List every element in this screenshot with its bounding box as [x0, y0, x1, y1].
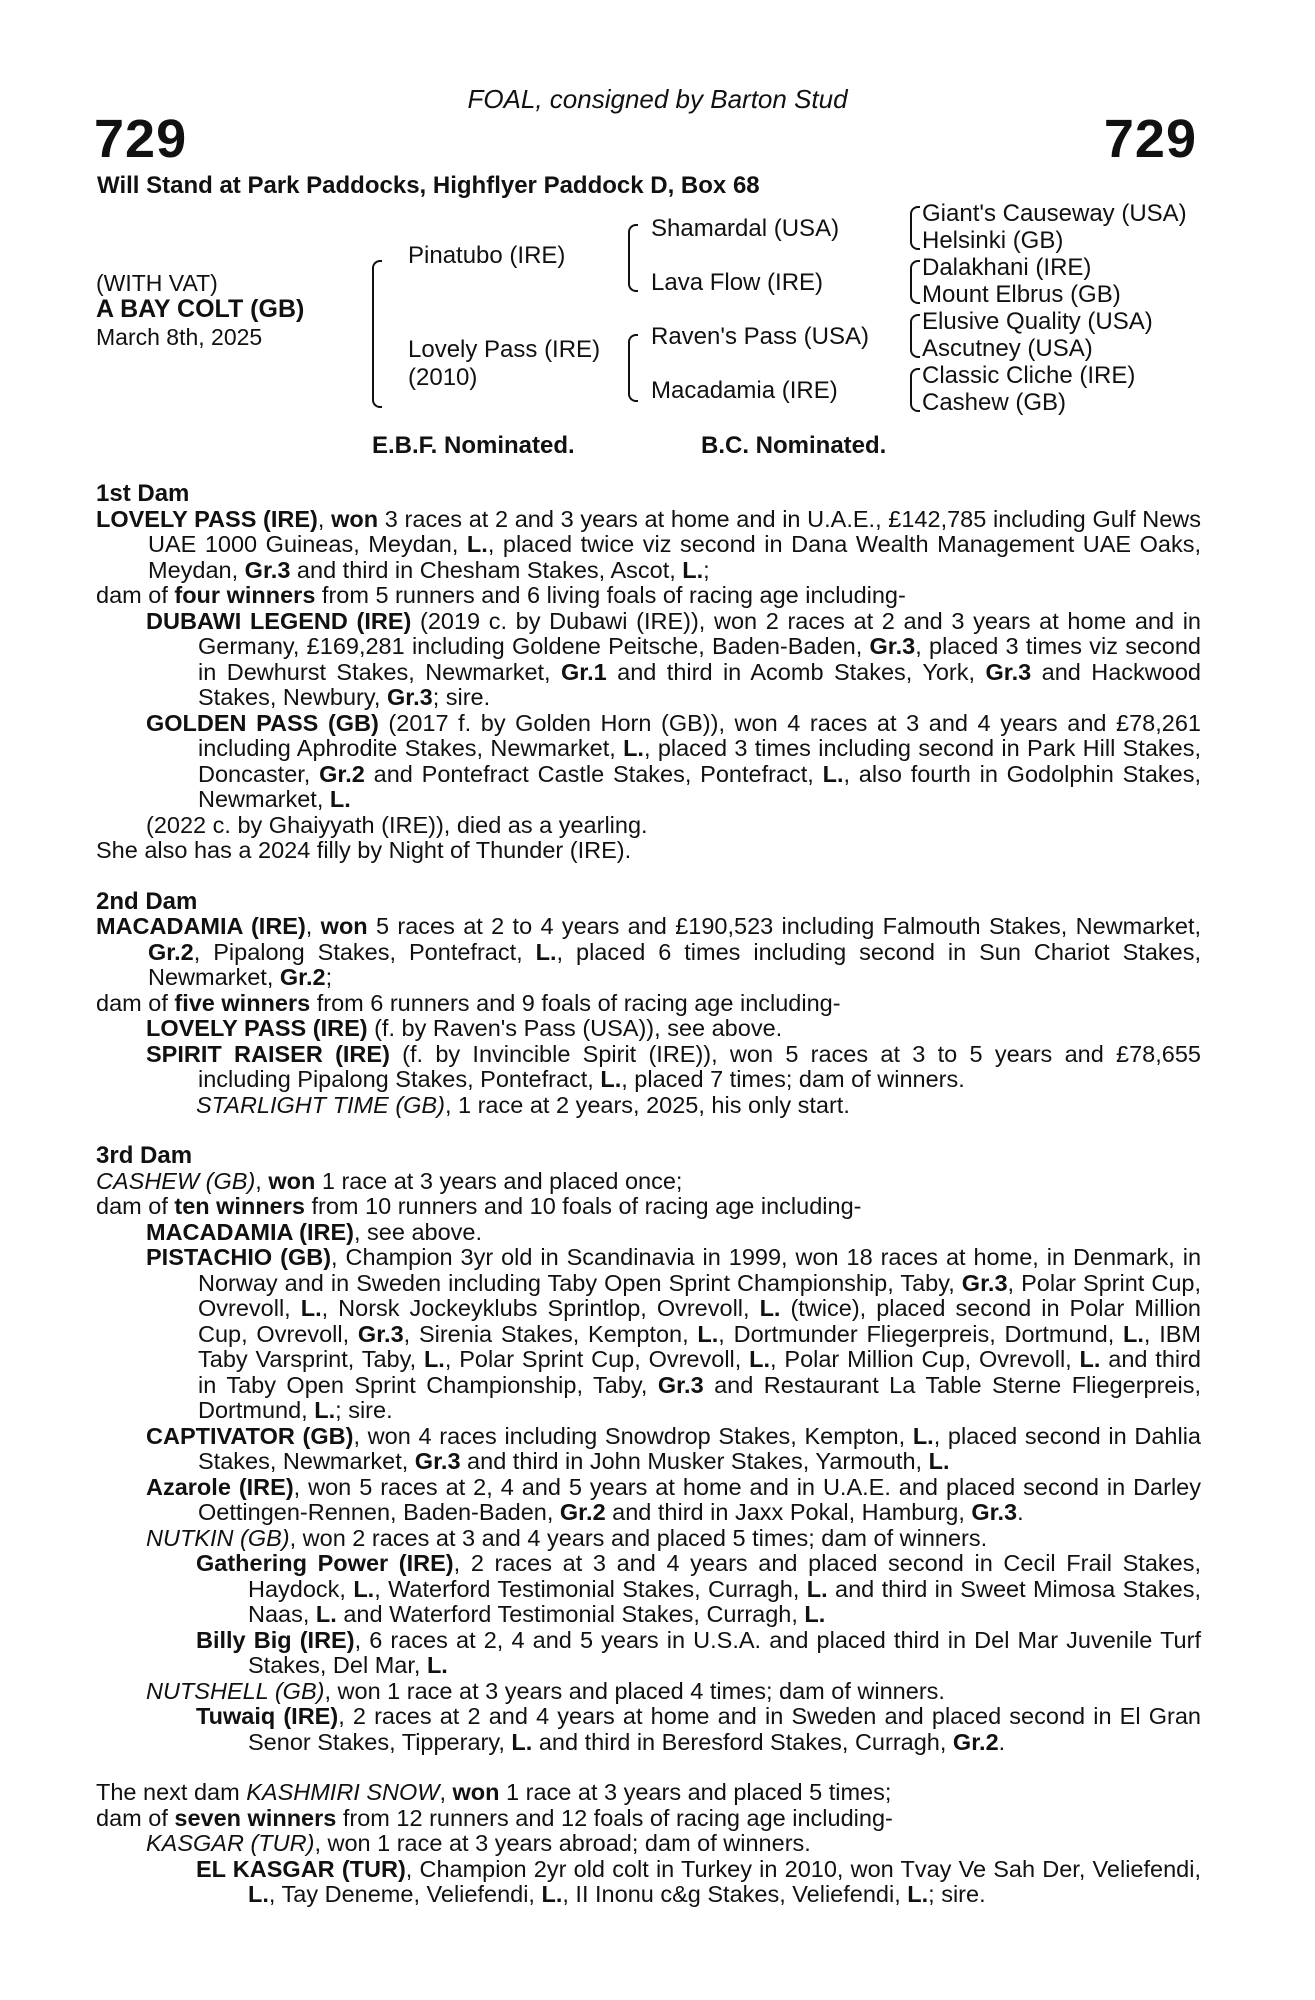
progeny-entry: (2022 c. by Ghaiyyath (IRE)), died as a yearling.: [146, 811, 648, 838]
pedigree-brace: [628, 224, 638, 292]
progeny-entry: LOVELY PASS (IRE) (f. by Raven's Pass (USA)), see above.: [146, 1015, 783, 1041]
next-dam-record: The next dam KASHMIRI SNOW, won 1 race at 3 years and placed 5 times;: [96, 1779, 892, 1805]
ancestor: Giant's Causeway (USA): [922, 200, 1187, 227]
lot-number-left: 729: [94, 109, 188, 169]
bc-nomination: B.C. Nominated.: [701, 432, 887, 459]
dam: Lovely Pass (IRE): [408, 336, 601, 363]
ancestor: Cashew (GB): [922, 389, 1067, 416]
sire-sire: Shamardal (USA): [651, 215, 840, 242]
progeny-entry: Tuwaiq (IRE), 2 races at 2 and 4 years at home and in Sweden and placed second in El Gran Senor Stakes, Tipperary, L. and third in Beresford Stakes, Curragh, Gr.2.: [196, 1703, 1201, 1755]
pedigree-brace: [910, 368, 920, 412]
ebf-nomination: E.B.F. Nominated.: [372, 432, 575, 459]
dam-produce-summary: dam of four winners from 5 runners and 6 living foals of racing age including-: [96, 582, 906, 608]
lot-number-right: 729: [1103, 109, 1197, 169]
progeny-entry: Billy Big (IRE), 6 races at 2, 4 and 5 years in U.S.A. and placed third in Del Mar Juvenile Turf Stakes, Del Mar, L.: [196, 1626, 1201, 1678]
progeny-entry: MACADAMIA (IRE), see above.: [146, 1218, 483, 1245]
dam-year: (2010): [408, 364, 478, 391]
pedigree-brace: [372, 260, 382, 408]
stand-location: Will Stand at Park Paddocks, Highflyer Paddock D, Box 68: [97, 172, 760, 199]
second-dam-heading: 2nd Dam: [96, 887, 198, 915]
dam-produce-summary: dam of seven winners from 12 runners and 12 foals of racing age including-: [96, 1804, 893, 1831]
progeny-entry: GOLDEN PASS (GB) (2017 f. by Golden Horn (GB)), won 4 races at 3 and 4 years and £78,261 including Aphrodite Stakes, Newmarket, L., placed 3 times including second in Park Hill Stakes, Doncaster, Gr.2 and Pontefract Castle Stakes, Pontefract, L., also fourth in Godolphin Stakes, Newmarket, L.: [146, 709, 1201, 812]
dam-record: CASHEW (GB), won 1 race at 3 years and placed once;: [96, 1167, 683, 1194]
progeny-entry: Gathering Power (IRE), 2 races at 3 and 4 years and placed second in Cecil Frail Stakes, Haydock, L., Waterford Testimonial Stakes, Curragh, L. and third in Sweet Mimosa Stakes, Naas, L. and Waterford Testimonial Stakes, Curragh, L.: [196, 1550, 1201, 1627]
ancestor: Helsinki (GB): [922, 227, 1064, 254]
pedigree-brace: [910, 260, 920, 304]
pedigree-brace: [910, 314, 920, 358]
vat-note: (WITH VAT): [96, 270, 218, 296]
progeny-entry: NUTKIN (GB), won 2 races at 3 and 4 years and placed 5 times; dam of winners.: [146, 1524, 988, 1551]
progeny-entry: CAPTIVATOR (GB), won 4 races including Snowdrop Stakes, Kempton, L., placed second in Dahlia Stakes, Newmarket, Gr.3 and third in John Musker Stakes, Yarmouth, L.: [146, 1422, 1201, 1474]
foaling-date: March 8th, 2025: [96, 324, 263, 350]
pedigree-brace: [910, 206, 920, 250]
ancestor: Classic Cliche (IRE): [922, 362, 1136, 389]
first-dam-heading: 1st Dam: [96, 480, 190, 507]
progeny-entry: SPIRIT RAISER (IRE) (f. by Invincible Spirit (IRE)), won 5 races at 3 to 5 years and £78,655 including Pipalong Stakes, Pontefract, L., placed 7 times; dam of winners.: [146, 1040, 1201, 1092]
dam-dam: Macadamia (IRE): [651, 377, 838, 404]
pedigree-brace: [628, 334, 638, 402]
dam-produce-summary: dam of ten winners from 10 runners and 10 foals of racing age including-: [96, 1193, 862, 1219]
sire-dam: Lava Flow (IRE): [651, 269, 824, 296]
progeny-entry: Azarole (IRE), won 5 races at 2, 4 and 5 years at home and in U.A.E. and placed second in Darley Oettingen-Rennen, Baden-Baden, Gr.2 and third in Jaxx Pokal, Hamburg, Gr.3.: [146, 1473, 1201, 1525]
ancestor: Dalakhani (IRE): [922, 254, 1092, 281]
dam-record: LOVELY PASS (IRE), won 3 races at 2 and 3 years at home and in U.A.E., £142,785 including Gulf News UAE 1000 Guineas, Meydan, L., placed twice viz second in Dana Wealth Management UAE Oaks, Meydan, Gr.3 and third in Chesham Stakes, Ascot, L.;: [96, 505, 1201, 583]
progeny-entry: NUTSHELL (GB), won 1 race at 3 years and placed 4 times; dam of winners.: [146, 1677, 945, 1704]
ancestor: Elusive Quality (USA): [922, 308, 1153, 335]
horse-name: A BAY COLT (GB): [96, 295, 305, 323]
catalogue-body: [96, 481, 1201, 1908]
dam-produce-summary: dam of five winners from 6 runners and 9 foals of racing age including-: [96, 989, 841, 1016]
progeny-entry: PISTACHIO (GB), Champion 3yr old in Scandinavia in 1999, won 18 races at home, in Denmark, in Norway and in Sweden including Taby Open Sprint Championship, Taby, Gr.3, Polar Sprint Cup, Ovrevoll, L., Norsk Jockeyklubs Sprintlop, Ovrevoll, L. (twice), placed second in Polar Million Cup, Ovrevoll, Gr.3, Sirenia Stakes, Kempton, L., Dortmunder Fliegerpreis, Dortmund, L., IBM Taby Varsprint, Taby, L., Polar Sprint Cup, Ovrevoll, L., Polar Million Cup, Ovrevoll, L. and third in Taby Open Sprint Championship, Taby, Gr.3 and Restaurant La Table Sterne Fliegerpreis, Dortmund, L.; sire.: [146, 1244, 1202, 1423]
consignor-line: FOAL, consigned by Barton Stud: [467, 84, 848, 114]
third-dam-heading: 3rd Dam: [96, 1142, 193, 1169]
ancestor: Mount Elbrus (GB): [922, 281, 1121, 308]
dam-note: She also has a 2024 filly by Night of Thunder (IRE).: [96, 837, 632, 863]
dam-record: MACADAMIA (IRE), won 5 races at 2 to 4 years and £190,523 including Falmouth Stakes, Newmarket, Gr.2, Pipalong Stakes, Pontefract, L., placed 6 times including second in Sun Chariot Stakes, Newmarket, Gr.2;: [96, 913, 1202, 990]
progeny-entry: STARLIGHT TIME (GB), 1 race at 2 years, 2025, his only start.: [196, 1091, 850, 1118]
ancestor: Ascutney (USA): [922, 335, 1093, 362]
sire: Pinatubo (IRE): [408, 242, 566, 269]
progeny-entry: KASGAR (TUR), won 1 race at 3 years abroad; dam of winners.: [146, 1830, 811, 1856]
progeny-entry: EL KASGAR (TUR), Champion 2yr old colt in Turkey in 2010, won Tvay Ve Sah Der, Veliefendi, L., Tay Deneme, Veliefendi, L., II Inonu c&g Stakes, Veliefendi, L.; sire.: [196, 1855, 1201, 1907]
dam-sire: Raven's Pass (USA): [651, 323, 869, 350]
progeny-entry: DUBAWI LEGEND (IRE) (2019 c. by Dubawi (IRE)), won 2 races at 2 and 3 years at home and in Germany, £169,281 including Goldene Peitsche, Baden-Baden, Gr.3, placed 3 times viz second in Dewhurst Stakes, Newmarket, Gr.1 and third in Acomb Stakes, York, Gr.3 and Hackwood Stakes, Newbury, Gr.3; sire.: [146, 607, 1202, 710]
